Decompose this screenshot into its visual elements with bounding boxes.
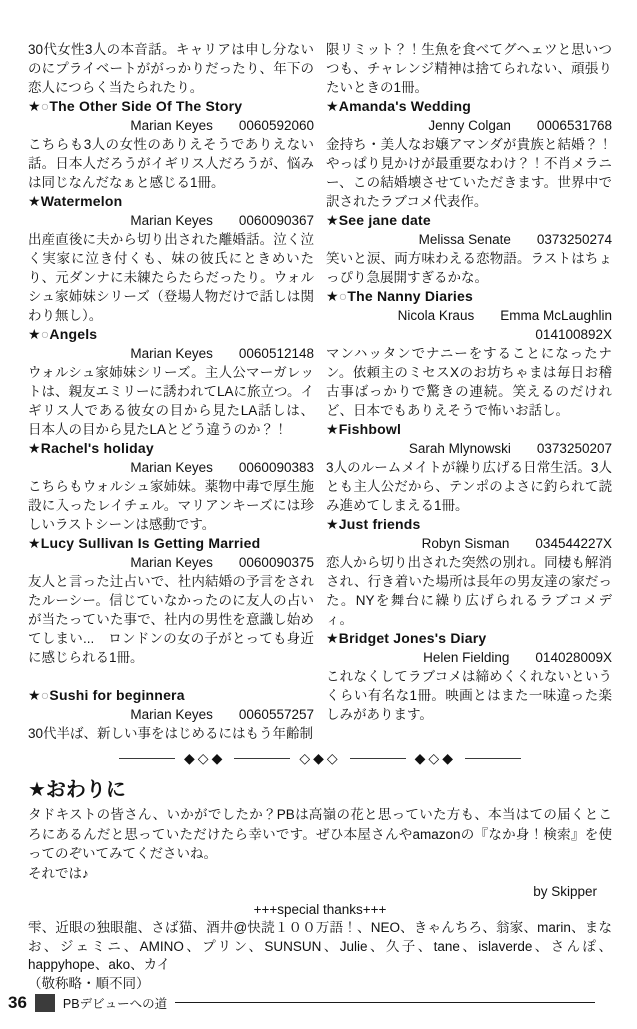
blank-line bbox=[28, 667, 314, 686]
circle-marker: ○ bbox=[40, 98, 50, 114]
review-paragraph: 3人のルームメイトが繰り広げる日常生活。3人とも主人公だから、テンポのよさに釣られて読み進めてしまえる1冊。 bbox=[326, 460, 612, 513]
divider-line-segment bbox=[234, 758, 290, 759]
outro-section bbox=[28, 773, 612, 901]
divider-line-segment bbox=[350, 758, 406, 759]
star-marker: ★ bbox=[28, 193, 41, 209]
book-title-text: Angels bbox=[49, 326, 98, 342]
star-marker: ★ bbox=[28, 440, 41, 456]
circle-marker: ○ bbox=[40, 326, 50, 342]
book-isbn: 0373250207 bbox=[536, 441, 612, 456]
review-paragraph: 友人と言った辻占いで、社内結婚の予言をされたルーシー。信じていなかったのに友人の占いが当たっていた事で、社内の男性を意識し始めてしまい... ロンドンの女の子がとっても身近に感じられる1冊。 bbox=[28, 574, 314, 665]
book-isbn: 0060557257 bbox=[238, 707, 314, 722]
book-title bbox=[28, 686, 314, 705]
book-author-line bbox=[326, 648, 612, 667]
outro-heading: ★おわりに bbox=[28, 779, 126, 801]
review-paragraph: 30代女性3人の本音話。キャリアは申し分ないのにプライベートががっかりだったり、年下の恋人につらく当たられたり。 bbox=[28, 42, 314, 95]
review-paragraph: 笑いと涙、両方味わえる恋物語。ラストはちょっぴり急展開すぎるかな。 bbox=[326, 251, 612, 285]
review-column-right bbox=[326, 40, 612, 743]
book-title-text: Sushi for beginnera bbox=[49, 687, 185, 703]
book-author-line bbox=[28, 211, 314, 230]
page-number: 36 bbox=[8, 992, 27, 1012]
review-paragraph: ウォルシュ家姉妹シリーズ。主人公マーガレットは、親友エミリーに誘われてLAに旅立つ。イギリス人である彼女の目から見たLA話しは、日本人の目から見たLAとどう違うのか？！ bbox=[28, 365, 314, 437]
book-title bbox=[326, 211, 612, 230]
book-title-text: See jane date bbox=[338, 212, 431, 228]
review-paragraph: これなくしてラブコメは締めくくれないというくらい有名な1冊。映画とはまた一味違った楽しみがあります。 bbox=[326, 669, 612, 722]
author-name: Marian Keyes bbox=[130, 118, 213, 133]
circle-marker: ○ bbox=[40, 687, 50, 703]
special-thanks-names: 雫、近眼の独眼龍、さば猫、酒井@快読１００万語！、NEO、きゃんちろ、翁家、marin、まなお、ジェミニ、AMINO、プリン、SUNSUN、Julie、久子、tane、islaverde、さんぽ、happyhope、ako、カイ bbox=[28, 920, 612, 972]
book-isbn: 0006531768 bbox=[536, 118, 612, 133]
review-paragraph: 金持ち・美人なお嬢アマンダが貴族と結婚？！やっぱり見かけが最重要なわけ？！不肖メラニー、この結婚壊させていただきます。世界中で訳されたラブコメ代表作。 bbox=[326, 137, 612, 209]
review-column-left bbox=[28, 40, 314, 743]
star-marker: ★ bbox=[28, 535, 41, 551]
page-footer bbox=[0, 993, 637, 1029]
review-paragraph: 30代半ば、新しい事をはじめるにはもう年齢制 bbox=[28, 726, 314, 741]
book-isbn: 0373250274 bbox=[536, 232, 612, 247]
star-marker: ★ bbox=[28, 326, 41, 342]
author-name: Helen Fielding bbox=[423, 650, 510, 665]
star-marker: ★ bbox=[28, 98, 41, 114]
book-title-text: The Other Side Of The Story bbox=[49, 98, 243, 114]
star-marker: ★ bbox=[28, 687, 41, 703]
book-isbn: 014028009X bbox=[535, 650, 612, 665]
review-paragraph: マンハッタンでナニーをすることになったナン。依頼主のミセスXのお坊ちゃまは毎日お稽古事ばっかりで驚きの連続。笑えるのだけれど、日本でもありえそうで怖いお話し。 bbox=[326, 346, 612, 418]
book-author-line bbox=[326, 439, 612, 458]
book-title bbox=[326, 287, 612, 306]
author-name: Marian Keyes bbox=[130, 460, 213, 475]
book-title bbox=[28, 97, 314, 116]
book-title-text: Just friends bbox=[338, 516, 421, 532]
book-author-line bbox=[28, 553, 314, 572]
book-isbn: 014100892X bbox=[535, 327, 612, 342]
divider-line-segment bbox=[465, 758, 521, 759]
star-marker: ★ bbox=[326, 630, 339, 646]
book-title-text: The Nanny Diaries bbox=[347, 288, 473, 304]
footer-section-label: PBデビューへの道 bbox=[62, 996, 168, 1011]
circle-marker: ○ bbox=[338, 288, 348, 304]
author-name: Emma McLaughlin bbox=[500, 308, 612, 323]
book-isbn: 0060512148 bbox=[238, 346, 314, 361]
divider-line-segment bbox=[119, 758, 175, 759]
review-paragraph: 出産直後に夫から切り出された離婚話。泣く泣く実家に泣き付くも、妹の彼氏にときめいたり、元ダンナに未練たらたらだったり。ウォルシュ家姉妹シリーズ（登場人物だけで話しは関わり無し）。 bbox=[28, 232, 314, 323]
book-title bbox=[326, 420, 612, 439]
outro-body-text: タドキストの皆さん、いかがでしたか？PBは高嶺の花と思っていた方も、本当はての届くところにあるんだと思っていただけたら幸いです。ぜひ本屋さんやamazonの『なか身！検索』を使ってのぞいてみてくださいね。 bbox=[28, 807, 612, 861]
special-thanks-section bbox=[28, 901, 612, 993]
diamond-divider bbox=[28, 750, 612, 767]
book-isbn: 0060090367 bbox=[238, 213, 314, 228]
author-name: Marian Keyes bbox=[130, 707, 213, 722]
author-name: Marian Keyes bbox=[130, 346, 213, 361]
book-author-line bbox=[28, 705, 314, 724]
diamond-group: ◆◇◆ bbox=[184, 750, 226, 766]
author-name: Jenny Colgan bbox=[428, 118, 511, 133]
book-isbn: 0060090375 bbox=[238, 555, 314, 570]
book-title bbox=[326, 97, 612, 116]
diamond-group: ◇◆◇ bbox=[299, 750, 341, 766]
book-title bbox=[28, 192, 314, 211]
review-paragraph: こちらもウォルシュ家姉妹。薬物中毒で厚生施設に入ったレイチェル。マリアンキーズには珍しいラストシーンは感動です。 bbox=[28, 479, 314, 532]
star-marker: ★ bbox=[326, 516, 339, 532]
special-thanks-heading: +++special thanks+++ bbox=[253, 902, 387, 917]
outro-closing-text: それでは♪ bbox=[28, 865, 89, 881]
book-isbn-line bbox=[326, 325, 612, 344]
author-name: Marian Keyes bbox=[130, 555, 213, 570]
book-title-text: Lucy Sullivan Is Getting Married bbox=[40, 535, 261, 551]
diamond-group: ◆◇◆ bbox=[414, 750, 456, 766]
book-title-text: Amanda's Wedding bbox=[338, 98, 472, 114]
book-isbn: 034544227X bbox=[535, 536, 612, 551]
book-isbn: 0060592060 bbox=[238, 118, 314, 133]
book-author-line bbox=[28, 116, 314, 135]
book-author-line bbox=[28, 458, 314, 477]
star-marker: ★ bbox=[326, 421, 339, 437]
book-title-text: Fishbowl bbox=[338, 421, 402, 437]
author-name: Robyn Sisman bbox=[421, 536, 510, 551]
author-name: Sarah Mlynowski bbox=[408, 441, 511, 456]
star-marker: ★ bbox=[326, 288, 339, 304]
review-columns bbox=[28, 40, 612, 743]
author-signature: by Skipper bbox=[533, 884, 597, 899]
book-title bbox=[28, 439, 314, 458]
book-title bbox=[326, 629, 612, 648]
review-paragraph: こちらも3人の女性のありえそうでありえない話。日本人だろうがイギリス人だろうが、悩みは同じなんだなぁと感じる1冊。 bbox=[28, 137, 314, 190]
book-author-line bbox=[326, 534, 612, 553]
book-author-line bbox=[326, 116, 612, 135]
book-author-line bbox=[326, 306, 612, 325]
book-title-text: Rachel's holiday bbox=[40, 440, 154, 456]
review-paragraph: 限リミット？！生魚を食べてグヘェツと思いつつも、チャレンジ精神は捨てられない、頑張りたいときの1冊。 bbox=[326, 42, 612, 95]
book-title bbox=[28, 534, 314, 553]
book-title-text: Watermelon bbox=[40, 193, 123, 209]
book-title bbox=[28, 325, 314, 344]
footer-square-marker bbox=[35, 994, 55, 1012]
honorifics-note: （敬称略・順不同） bbox=[28, 975, 150, 991]
footer-rule-line bbox=[175, 1002, 595, 1003]
book-title bbox=[326, 515, 612, 534]
book-author-line bbox=[326, 230, 612, 249]
author-name: Melissa Senate bbox=[418, 232, 511, 247]
author-name: Nicola Kraus bbox=[397, 308, 475, 323]
star-marker: ★ bbox=[326, 212, 339, 228]
star-marker: ★ bbox=[326, 98, 339, 114]
review-paragraph: 恋人から切り出された突然の別れ。同棲も解消され、行き着いた場所は長年の男友達の家だった。NYを舞台に繰り広げられるラブコメディ。 bbox=[326, 555, 612, 627]
book-author-line bbox=[28, 344, 314, 363]
book-title-text: Bridget Jones's Diary bbox=[338, 630, 487, 646]
author-name: Marian Keyes bbox=[130, 213, 213, 228]
book-isbn: 0060090383 bbox=[238, 460, 314, 475]
